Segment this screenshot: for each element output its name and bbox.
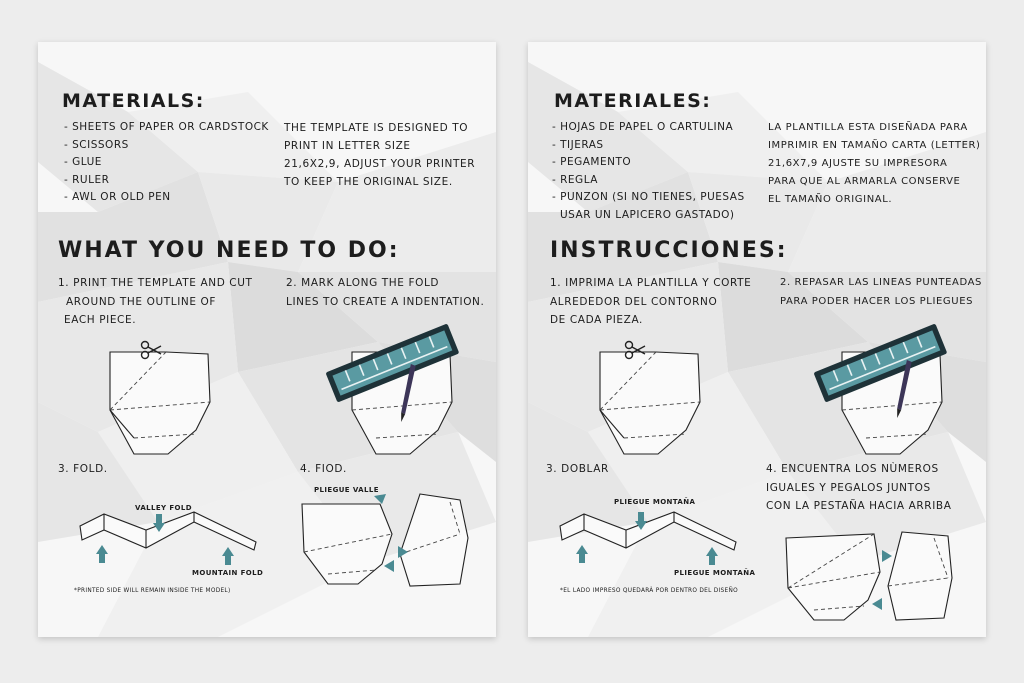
materials-item: - PUNZON (SI NO TIENES, PUESAS (552, 191, 745, 203)
mountain-fold-label: MOUNTAIN FOLD (192, 569, 264, 577)
materials-item: USAR UN LAPICERO GASTADO) (560, 208, 735, 221)
step-2-text: 2. REPASAR LAS LINEAS PUNTEADAS PARA PODER HACER LOS PLIEGUES (780, 277, 982, 307)
assembly-illustration (784, 528, 964, 623)
materials-item: - AWL OR OLD PEN (64, 191, 171, 203)
step-1-text: 1. IMPRIMA LA PLANTILLA Y CORTE ALREDEDOR DEL CONTORNO DE CADA PIEZA. (550, 277, 752, 326)
valley-fold-label: VALLEY FOLD (135, 504, 192, 512)
template-piece-illustration (108, 340, 218, 460)
materials-item: - HOJAS DE PAPEL O CARTULINA (552, 121, 734, 133)
scissors-icon (140, 340, 162, 360)
template-piece-illustration (598, 340, 708, 460)
pliegue-valle-label: PLIEGUE VALLE (314, 486, 379, 494)
materials-item: - RULER (64, 173, 110, 186)
pliegue-montana-label: PLIEGUE MONTAÑA (674, 569, 756, 577)
arrow-icon (576, 545, 588, 563)
arrow-icon (96, 545, 108, 563)
step-3-text: 3. FOLD. (58, 463, 108, 475)
step-1-text: 1. PRINT THE TEMPLATE AND CUT AROUND THE OUTLINE OF EACH PIECE. (58, 277, 253, 326)
materials-title: MATERIALS: (62, 90, 205, 112)
arrow-icon (153, 514, 165, 532)
arrow-icon (635, 512, 647, 530)
footnote: *PRINTED SIDE WILL REMAIN INSIDE THE MODEL) (74, 588, 231, 594)
arrow-icon (222, 547, 234, 565)
materials-item: - GLUE (64, 156, 102, 168)
english-instructions-sheet (38, 42, 496, 637)
instructions-title: WHAT YOU NEED TO DO: (58, 238, 400, 263)
assembly-illustration (300, 494, 476, 589)
materials-item: - SCISSORS (64, 138, 129, 151)
footnote: *EL LADO IMPRESO QUEDARÀ POR DENTRO DEL DISEÑO (560, 588, 738, 594)
template-note: THE TEMPLATE IS DESIGNED TO PRINT IN LETTER SIZE 21,6X2,9, ADJUST YOUR PRINTER TO KEEP THE ORIGINAL SIZE. (284, 122, 476, 188)
step-3-text: 3. DOBLAR (546, 463, 609, 475)
scissors-icon (624, 340, 646, 360)
materials-item: - TIJERAS (552, 138, 604, 151)
ruler-icon (322, 322, 462, 402)
step-4-text: 4. ENCUENTRA LOS NÙMEROS IGUALES Y PEGALOS JUNTOS CON LA PESTAÑA HACIA ARRIBA (766, 463, 952, 512)
instructions-title: INSTRUCCIONES: (550, 238, 788, 263)
arrow-icon (706, 547, 718, 565)
materials-item: - REGLA (552, 173, 598, 186)
materials-list (552, 119, 772, 224)
pliegue-montana-label: PLIEGUE MONTAÑA (614, 498, 696, 506)
pen-icon (396, 364, 418, 422)
materials-list (64, 119, 294, 207)
materials-item: - SHEETS OF PAPER OR CARDSTOCK (64, 121, 269, 133)
spanish-instructions-sheet (528, 42, 986, 637)
pen-icon (892, 360, 914, 418)
step-4-text: 4. FIOD. (300, 463, 347, 475)
materials-title: MATERIALES: (554, 90, 712, 112)
materials-item: - PEGAMENTO (552, 156, 632, 168)
ruler-icon (810, 322, 950, 402)
template-note: LA PLANTILLA ESTA DISEÑADA PARA IMPRIMIR EN TAMAÑO CARTA (LETTER) 21,6X7,9 AJUSTE SU IMPRESORA PARA QUE AL ARMARLA CONSERVE EL TAMAÑO ORIGINAL. (768, 122, 981, 205)
step-2-text: 2. MARK ALONG THE FOLD LINES TO CREATE A INDENTATION. (286, 277, 485, 308)
